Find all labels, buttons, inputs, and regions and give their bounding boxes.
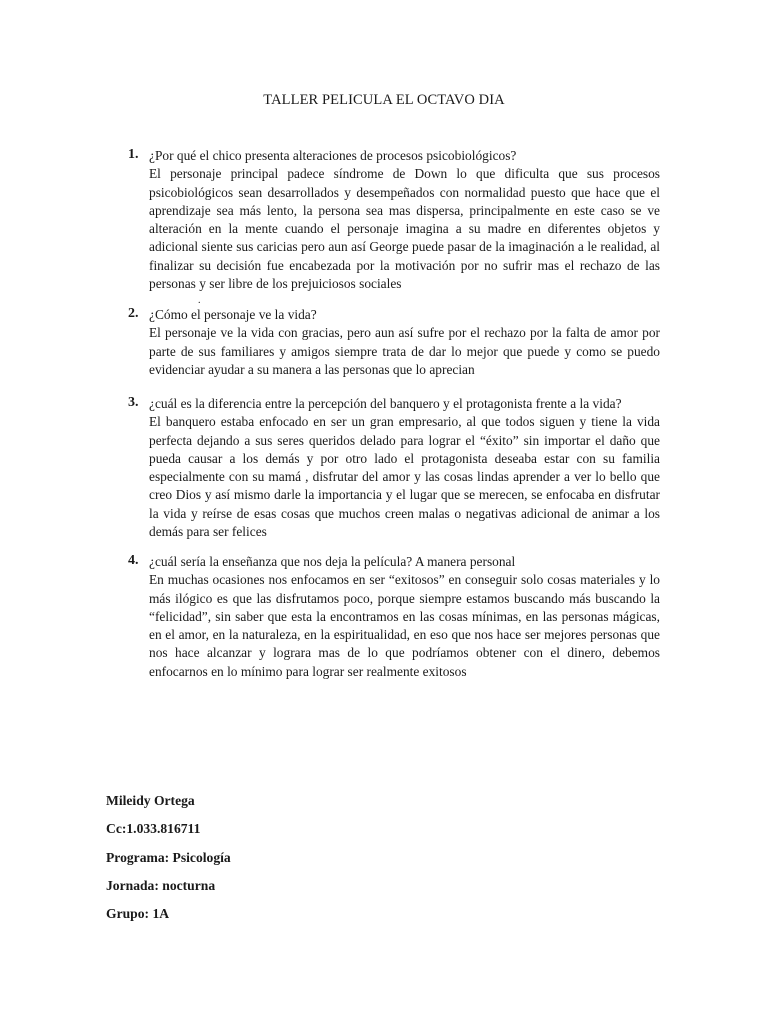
- question-number: 1.: [128, 147, 139, 162]
- answer-text: El personaje principal padece síndrome de Down lo que dificulta que sus procesos psicobiológicos sean desarrollados y desempeñados con normalidad puesto que hace que el aprendizaje sea más lento, la persona sea mas dispersa, principalmente en este caso se ve alteración en la mente cuando el personaje imagina a su madre en diferentes objetos y adicional siente sus caricias pero aun así George puede pasar de la imaginación a le realidad, al finalizar su decisión fue encabezada por la motivación por no sufrir mas el rechazo de las personas y ser libre de los prejuiciosos sociales: [149, 166, 660, 292]
- document-title: TALLER PELICULA EL OCTAVO DIA: [263, 92, 505, 108]
- signature-id: Cc:1.033.816711: [106, 821, 201, 836]
- question-3: [128, 395, 660, 541]
- question-number: 2.: [128, 306, 139, 321]
- question-number: 3.: [128, 395, 139, 410]
- question-text: ¿Cómo el personaje ve la vida?: [149, 307, 317, 322]
- stray-mark: .: [198, 295, 201, 306]
- question-text: ¿cuál es la diferencia entre la percepción del banquero y el protagonista frente a la vida?: [149, 396, 622, 411]
- answer-text: El personaje ve la vida con gracias, pero aun así sufre por el rechazo por la falta de amor por parte de sus familiares y amigos siempre trata de dar lo mejor que puede y como se puedo evidenciar ayudar a su manera a las personas que lo aprecian: [149, 325, 660, 377]
- signature-schedule: Jornada: nocturna: [106, 878, 216, 893]
- signature-group: Grupo: 1A: [106, 906, 170, 921]
- question-1: [128, 147, 660, 293]
- question-text: ¿cuál sería la enseñanza que nos deja la película? A manera personal: [149, 554, 516, 569]
- question-text: ¿Por qué el chico presenta alteraciones de procesos psicobiológicos?: [149, 148, 517, 163]
- question-2: [128, 306, 660, 379]
- signature-name: Mileidy Ortega: [106, 793, 195, 808]
- answer-text: En muchas ocasiones nos enfocamos en ser “exitosos” en conseguir solo cosas materiales y lo más ilógico es que las disfrutamos poco, porque siempre estamos buscando más buscando la “felicidad”, sin saber que esta la encontramos en las cosas mínimas, en las personas mágicas, en el amor, en la naturaleza, en la espiritualidad, en eso que nos hace ser mejores personas que nos hace alcanzar y lograra mas de lo que podríamos obtener con el dinero, debemos enfocarnos en lo mínimo para lograr ser realmente exitosos: [149, 572, 660, 679]
- answer-text: El banquero estaba enfocado en ser un gran empresario, al que todos siguen y tiene la vida perfecta dejando a sus seres queridos delado para lograr el “éxito” sin importar el daño que pueda causar a los demás y por otro lado el protagonista deseaba estar con su familia especialmente con su mamá , disfrutar del amor y las cosas lindas aprender a ver lo bello que creo Dios y así mismo darle la importancia y el lugar que se merecen, se enfocaba en disfrutar la vida y reírse de esas cosas que muchos creen malas o negativas adicional de animar a los demás para ser felices: [149, 414, 660, 540]
- signature-program: Programa: Psicología: [106, 850, 231, 865]
- question-number: 4.: [128, 553, 139, 568]
- question-4: [128, 553, 660, 681]
